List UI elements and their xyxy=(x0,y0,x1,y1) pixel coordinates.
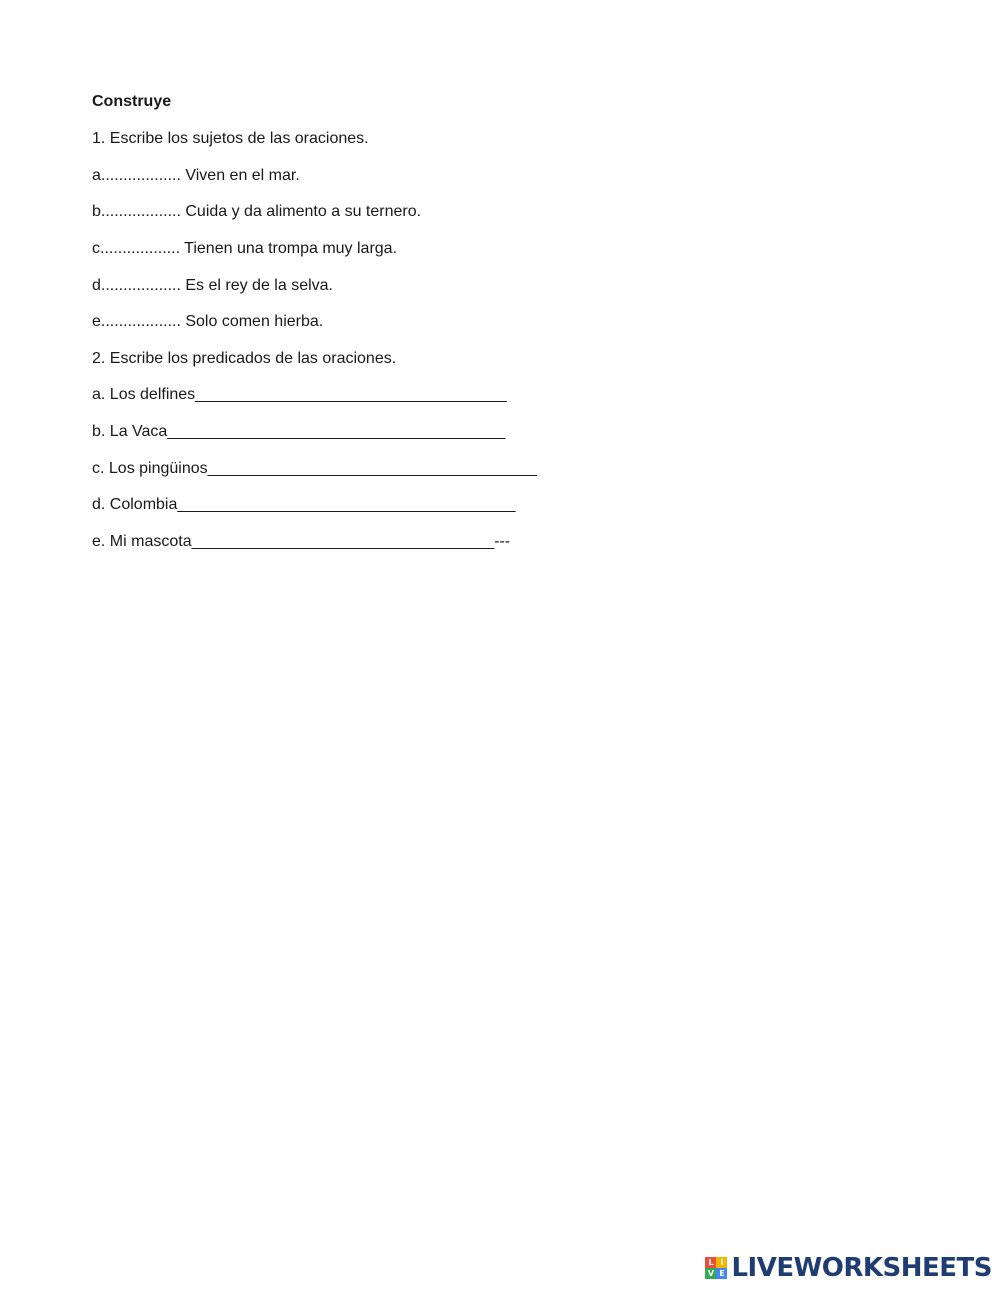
liveworksheets-logo xyxy=(705,1253,992,1283)
worksheet-title: Construye xyxy=(92,93,172,110)
subject-item-d: d.................. Es el rey de la selva. xyxy=(92,277,333,294)
predicate-item-d: d. Colombia______________________________________ xyxy=(92,496,516,513)
logo-mark-letter: L xyxy=(705,1257,716,1268)
subject-item-e: e.................. Solo comen hierba. xyxy=(92,313,324,330)
logo-mark-letter: V xyxy=(705,1268,716,1279)
predicate-item-c: c. Los pingüinos_____________________________________ xyxy=(92,460,537,477)
section-2-instruction: 2. Escribe los predicados de las oraciones. xyxy=(92,350,397,367)
subject-item-c: c.................. Tienen una trompa muy larga. xyxy=(92,240,398,257)
subject-item-a: a.................. Viven en el mar. xyxy=(92,167,300,184)
section-1-instruction: 1. Escribe los sujetos de las oraciones. xyxy=(92,130,369,147)
logo-text: LIVEWORKSHEETS xyxy=(731,1253,992,1283)
logo-mark-letter: I xyxy=(716,1257,727,1268)
predicate-item-e: e. Mi mascota__________________________________--- xyxy=(92,533,511,550)
logo-mark-icon xyxy=(705,1257,727,1279)
subject-item-b: b.................. Cuida y da alimento a su ternero. xyxy=(92,203,422,220)
predicate-item-b: b. La Vaca______________________________________ xyxy=(92,423,506,440)
predicate-item-a: a. Los delfines___________________________________ xyxy=(92,386,507,403)
logo-mark-letter: E xyxy=(716,1268,727,1279)
